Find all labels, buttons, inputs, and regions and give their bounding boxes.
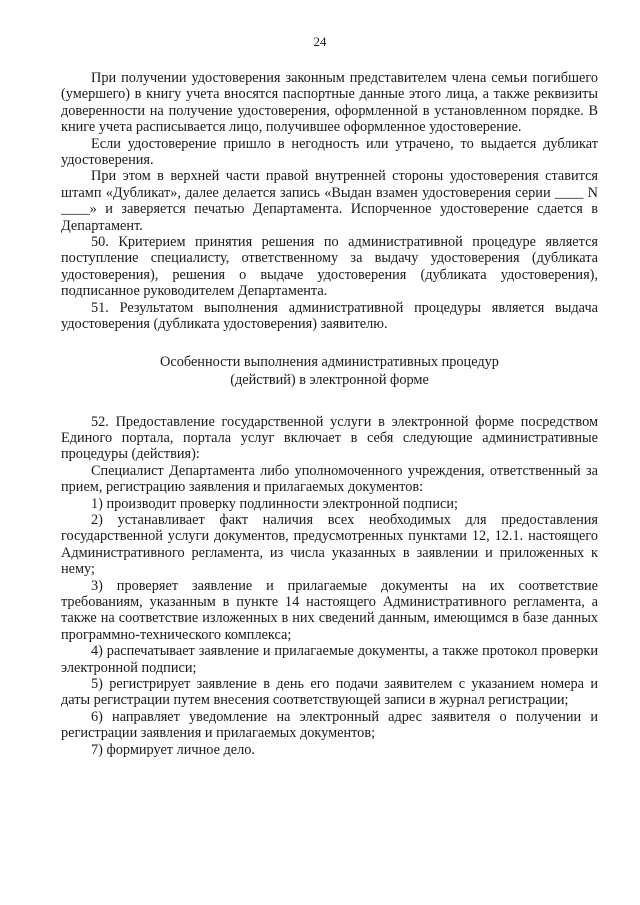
section-heading-line-2: (действий) в электронной форме <box>230 371 429 388</box>
paragraph-duplicate-issue: Если удостоверение пришло в негодность или утрачено, то выдается дубликат удостоверения. <box>61 135 598 169</box>
list-item-2: 2) устанавливает факт наличия всех необходимых для предоставления государственной услуги документов, предусмотренных пунктами 12, 12.1. настоящего Административного регламента, из числа указанных в заявлении и приложенных к нему; <box>61 511 598 578</box>
paragraph-51-result: 51. Результатом выполнения административной процедуры является выдача удостоверения (дубликата удостоверения) заявителю. <box>61 299 598 333</box>
paragraph-specialist-intro: Специалист Департамента либо уполномоченного учреждения, ответственный за прием, регистрацию заявления и прилагаемых документов: <box>61 462 598 496</box>
paragraph-50-decision-criterion: 50. Критерием принятия решения по административной процедуре является поступление специалисту, ответственному за выдачу удостоверения (дубликата удостоверения), решения о выдаче удостоверения (дубликата удостоверения), подписанное руководителем Департамента. <box>61 234 598 300</box>
list-item-1: 1) производит проверку подлинности электронной подписи; <box>91 495 458 512</box>
list-item-4: 4) распечатывает заявление и прилагаемые документы, а также протокол проверки электронной подписи; <box>61 643 598 676</box>
paragraph-representative-receipt: При получении удостоверения законным представителем члена семьи погибшего (умершего) в книгу учета вносятся паспортные данные этого лица, а также реквизиты доверенности на получение удостоверения, оформленной в установленном порядке. В книге учета расписывается лицо, получившее оформленное удостоверение. <box>61 70 598 136</box>
list-item-3: 3) проверяет заявление и прилагаемые документы на их соответствие требованиям, указанным в пункте 14 настоящего Административного регламента, а также на соответствие изложенных в них сведений данным, имеющимся в базе данных программно-технического комплекса; <box>61 577 598 643</box>
list-item-6: 6) направляет уведомление на электронный адрес заявителя о получении и регистрации заявления и прилагаемых документов; <box>61 708 598 742</box>
list-item-7: 7) формирует личное дело. <box>91 741 255 758</box>
section-heading <box>61 353 598 389</box>
paragraph-52-electronic-service: 52. Предоставление государственной услуги в электронной форме посредством Единого портала, портала услуг включает в себя следующие административные процедуры (действия): <box>61 413 598 463</box>
list-item-5: 5) регистрирует заявление в день его подачи заявителем с указанием номера и даты регистрации путем внесения соответствующей записи в журнал регистрации; <box>61 676 598 709</box>
page-number: 24 <box>313 34 327 49</box>
section-heading-line-1: Особенности выполнения административных процедур <box>160 353 499 370</box>
paragraph-duplicate-stamp: При этом в верхней части правой внутренней стороны удостоверения ставится штамп «Дубликат», далее делается запись «Выдан взамен удостоверения серии ____ N ____» и заверяется печатью Департамента. Испорченное удостоверение сдается в Департамент. <box>61 168 598 234</box>
document-body <box>61 70 598 758</box>
